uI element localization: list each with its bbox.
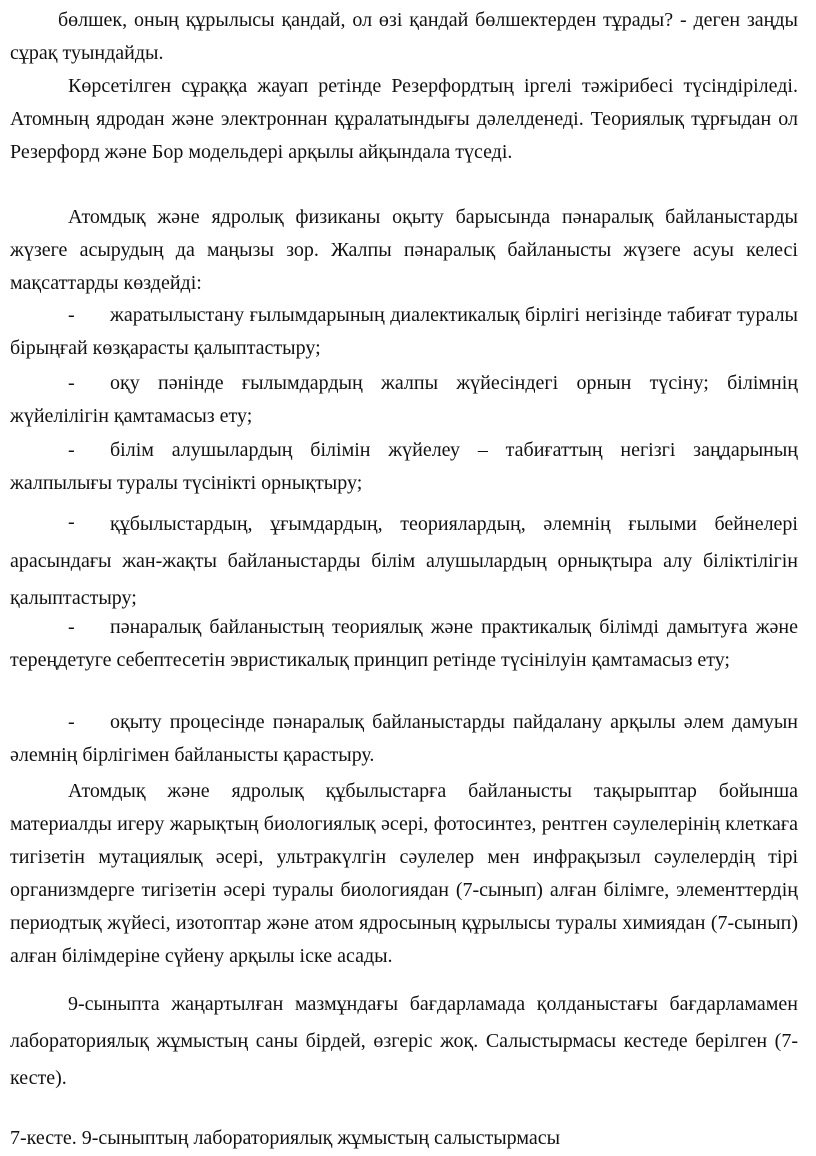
list-item	[10, 299, 798, 365]
bullet-dash: -	[68, 439, 75, 461]
list-item-text: құбылыстардың, ұғымдардың, теориялардың, әлемнің ғылыми бейнелері арасындағы жан-жақты байланыстарды білім алушылардың орнықтыра алу біліктілігін қалыптастыру;	[10, 513, 798, 609]
paragraph-rutherford-experiment: Көрсетілген сұраққа жауап ретінде Резерфордтың іргелі тәжірибесі түсіндіріледі. Атомның ядродан және электроннан құралатындығы дәлелденеді. Теориялық тұрғыдан ол Резерфорд және Бор модельдері арқылы айқындала түседі.	[10, 75, 798, 163]
paragraph-grade9-labs: 9-сыныпта жаңартылған мазмұндағы бағдарламада қолданыстағы бағдарламамен лабораториялық жұмыстың саны бірдей, өзгеріс жоқ. Салыстырмасы кестеде берілген (7-кесте).	[10, 993, 798, 1089]
list-item-text: оқыту процесінде пәнаралық байланыстарды пайдалану арқылы әлем дамуын әлемнің бірлігімен байланысты қарастыру.	[10, 711, 798, 766]
bullet-dash: -	[68, 304, 75, 326]
bullet-dash: -	[68, 711, 75, 733]
paragraph-intro-question: бөлшек, оның құрылысы қандай, ол өзі қандай бөлшектерден тұрады? - деген заңды сұрақ туындайды.	[10, 9, 798, 64]
bullet-dash: -	[68, 616, 75, 638]
list-item-text: пәнаралық байланыстың теориялық және практикалық білімді дамытуға және тереңдетуге себептесетін эвристикалық принцип ретінде түсінілуін қамтамасыз ету;	[10, 616, 798, 671]
list-item	[10, 506, 798, 617]
list-item	[10, 434, 798, 500]
list-item-text: білім алушылардың білімін жүйелеу – табиғаттың негізгі заңдарының жалпылығы туралы түсінікті орнықтыру;	[10, 439, 798, 494]
list-item	[10, 706, 798, 772]
bullet-dash: -	[68, 511, 75, 533]
list-item	[10, 611, 798, 677]
list-item-text: оқу пәнінде ғылымдардың жалпы жүйесіндегі орнын түсіну; білімнің жүйелілігін қамтамасыз ету;	[10, 372, 798, 427]
list-item	[10, 367, 798, 433]
paragraph-interdisciplinary-goals: Атомдық және ядролық физиканы оқыту барысында пәнаралық байланыстарды жүзеге асырудың да маңызы зор. Жалпы пәнаралық байланысты жүзеге асуы келесі мақсаттарды көздейді:	[10, 206, 798, 294]
bullet-dash: -	[68, 372, 75, 394]
table-caption: 7-кесте. 9-сыныптың лабораториялық жұмыстың салыстырмасы	[10, 1127, 561, 1149]
list-item-text: жаратылыстану ғылымдарының диалектикалық бірлігі негізінде табиғат туралы бірыңғай көзқарасты қалыптастыру;	[10, 304, 798, 359]
paragraph-atomic-nuclear-phenomena: Атомдық және ядролық құбылыстарға байланысты тақырыптар бойынша материалды игеру жарықтың биологиялық әсері, фотосинтез, рентген сәулелерінің клеткаға тигізетін мутациялық әсері, ультракүлгін сәулелер мен инфрақызыл сәулелердің тірі организмдерге тигізетін әсері туралы биологиядан (7-сынып) алған білімге, элементтердің периодтық жүйесі, изотоптар және атом ядросының құрылысы туралы химиядан (7-сынып) алған білімдеріне сүйену арқылы іске асады.	[10, 780, 798, 967]
